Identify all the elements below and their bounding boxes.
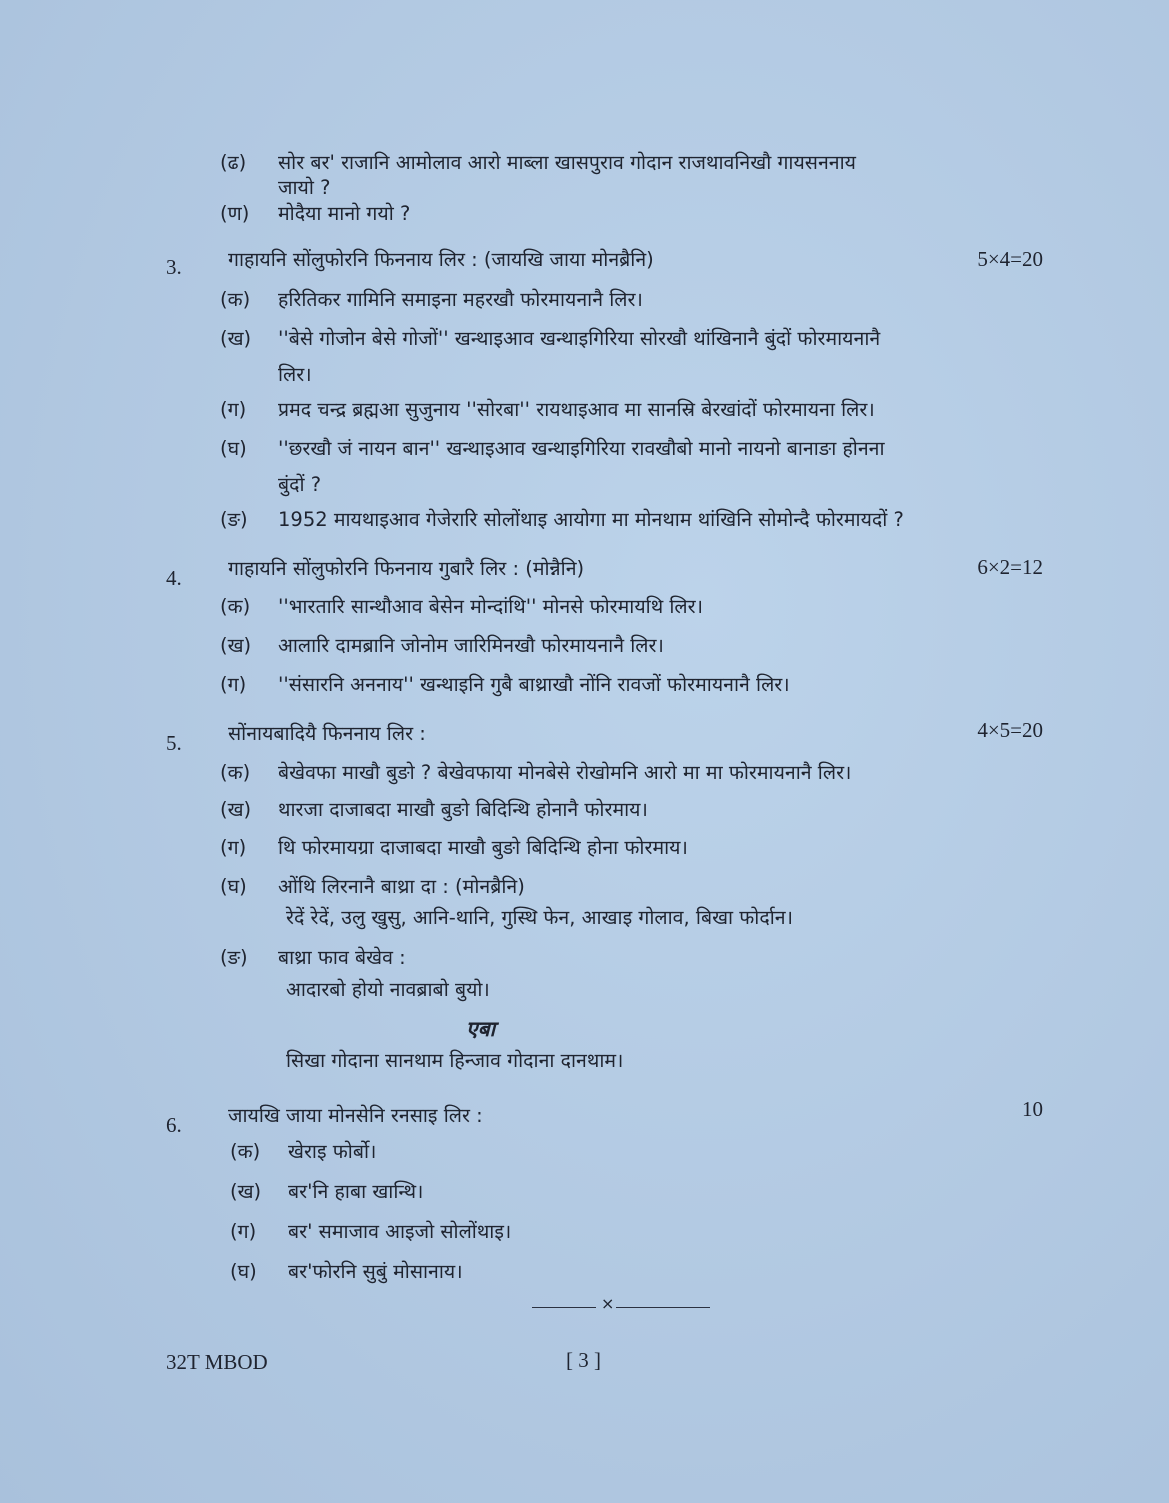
or-separator: एबा — [466, 1017, 496, 1041]
item-text: थि फोरमायग्रा दाजाबदा माखौ बुङो बिदिन्थि होना फोरमाय। — [278, 836, 688, 859]
q4-marks: 6×2=12 — [977, 555, 1043, 579]
q6-item-ka — [230, 1139, 376, 1165]
item-text: ''छरखौ जं नायन बान'' खन्थाइआव खन्थाइगिरिया रावखौबो मानो नायनो बानाङा होनना — [278, 437, 885, 460]
item-label: (ग) — [220, 398, 247, 421]
item-text: खेराइ फोर्बो। — [288, 1140, 377, 1163]
item-text: बर'नि हाबा खान्थि। — [288, 1180, 424, 1203]
q2-item-na — [220, 201, 410, 227]
paper-code: 32T MBOD — [166, 1350, 268, 1374]
q5-number: 5. — [166, 731, 182, 755]
q3-item-gha-cont: बुंदों ? — [278, 473, 322, 496]
q3-item-ka — [220, 287, 643, 313]
q5-item-gha-words: रेदें रेदें, उलु खुसु, आनि-थानि, गुस्थि फेन, आखाइ गोलाव, बिखा फोर्दान। — [286, 906, 793, 929]
q4-item-ga — [220, 672, 790, 698]
q6-item-kha — [230, 1179, 423, 1205]
q3-item-kha — [220, 326, 880, 352]
item-text: बर' समाजाव आइजो सोलोंथाइ। — [288, 1220, 512, 1243]
q3-item-ga — [220, 397, 875, 423]
q3-marks: 5×4=20 — [977, 247, 1043, 271]
q3-title: गाहायनि सोंलुफोरनि फिननाय लिर : (जायखि जाया मोनब्रैनि) — [228, 248, 654, 271]
item-label: (ग) — [230, 1220, 257, 1243]
end-rule-right — [616, 1307, 710, 1308]
item-label: (क) — [220, 288, 251, 311]
item-label: (ख) — [220, 327, 252, 350]
q6-number: 6. — [166, 1113, 182, 1137]
q6-item-ga — [230, 1219, 511, 1245]
q4-item-kha — [220, 633, 664, 659]
item-text: सोर बर' राजानि आमोलाव आरो माब्ला खासपुराव गोदान राजथावनिखौ गायसननाय — [278, 151, 856, 174]
item-label: (ख) — [230, 1180, 262, 1203]
q5-marks: 4×5=20 — [977, 718, 1043, 742]
item-text: बर'फोरनि सुबुं मोसानाय। — [288, 1260, 463, 1283]
item-text: ''भारतारि सान्थौआव बेसेन मोन्दांथि'' मोनसे फोरमायथि लिर। — [278, 595, 704, 618]
item-label: (ग) — [220, 836, 247, 859]
q5-item-kha — [220, 797, 648, 823]
item-label: (ख) — [220, 634, 252, 657]
item-text: ''बेसे गोजोन बेसे गोजों'' खन्थाइआव खन्थाइगिरिया सोरखौ थांखिनानै बुंदों फोरमायनानै — [278, 327, 881, 350]
item-label: (क) — [230, 1140, 261, 1163]
item-label: (घ) — [220, 437, 247, 460]
q6-title: जायखि जाया मोनसेनि रनसाइ लिर : — [228, 1104, 483, 1127]
item-label: (घ) — [220, 875, 247, 898]
end-cross-mark: × — [601, 1294, 615, 1313]
q3-item-kha-cont: लिर। — [278, 363, 312, 386]
q3-item-nga — [220, 507, 904, 533]
item-label: (ख) — [220, 798, 252, 821]
q3-number: 3. — [166, 255, 182, 279]
item-text: ओंथि लिरनानै बाथ्रा दा : (मोनब्रैनि) — [278, 875, 525, 898]
q6-marks: 10 — [1022, 1097, 1043, 1121]
item-text: मोदैया मानो गयो ? — [278, 202, 411, 225]
end-rule-left — [532, 1307, 596, 1308]
page-number: [ 3 ] — [566, 1348, 601, 1372]
item-label: (क) — [220, 595, 251, 618]
item-label: (ढ) — [220, 151, 247, 174]
item-text: आलारि दामब्रानि जोनोम जारिमिनखौ फोरमायनानै लिर। — [278, 634, 664, 657]
item-label: (ण) — [220, 202, 250, 225]
q5-item-ga — [220, 835, 688, 861]
item-label: (ङ) — [220, 508, 248, 531]
item-text: ''संसारनि अननाय'' खन्थाइनि गुबै बाथ्राखौ नोंनि रावजों फोरमायनानै लिर। — [278, 673, 790, 696]
item-label: (ङ) — [220, 946, 248, 969]
item-text: बेखेवफा माखौ बुङो ? बेखेवफाया मोनबेसे रोखोमनि आरो मा मा फोरमायनानै लिर। — [278, 761, 852, 784]
item-text: 1952 मायथाइआव गेजेरारि सोलोंथाइ आयोगा मा मोनथाम थांखिनि सोमोन्दै फोरमायदों ? — [278, 508, 904, 531]
item-text: थारजा दाजाबदा माखौ बुङो बिदिन्थि होनानै फोरमाय। — [278, 798, 648, 821]
item-text: हरितिकर गामिनि समाइना महरखौ फोरमायनानै लिर। — [278, 288, 643, 311]
item-label: (क) — [220, 761, 251, 784]
q4-item-ka — [220, 594, 703, 620]
q6-item-gha — [230, 1259, 463, 1285]
q4-number: 4. — [166, 566, 182, 590]
item-label: (ग) — [220, 673, 247, 696]
item-text: प्रमद चन्द्र ब्रह्मआ सुजुनाय ''सोरबा'' रायथाइआव मा सानस्रि बेरखांदों फोरमायना लिर। — [278, 398, 875, 421]
q2-item-dha — [220, 150, 856, 176]
item-label: (घ) — [230, 1260, 257, 1283]
q4-title: गाहायनि सोंलुफोरनि फिननाय गुबारै लिर : (मोन्नैनि) — [228, 557, 585, 580]
q5-title: सोंनायबादियै फिननाय लिर : — [228, 722, 426, 745]
q3-item-gha — [220, 436, 885, 462]
q5-or-proverb: सिखा गोदाना सानथाम हिन्जाव गोदाना दानथाम। — [286, 1049, 624, 1072]
item-text: बाथ्रा फाव बेखेव : — [278, 946, 406, 969]
q5-item-ka — [220, 760, 851, 786]
q2-item-dha-cont: जायो ? — [278, 176, 331, 199]
q5-item-gha — [220, 874, 525, 900]
q5-item-nga — [220, 945, 406, 971]
q5-item-nga-proverb: आदारबो होयो नावब्राबो बुयो। — [286, 978, 490, 1001]
